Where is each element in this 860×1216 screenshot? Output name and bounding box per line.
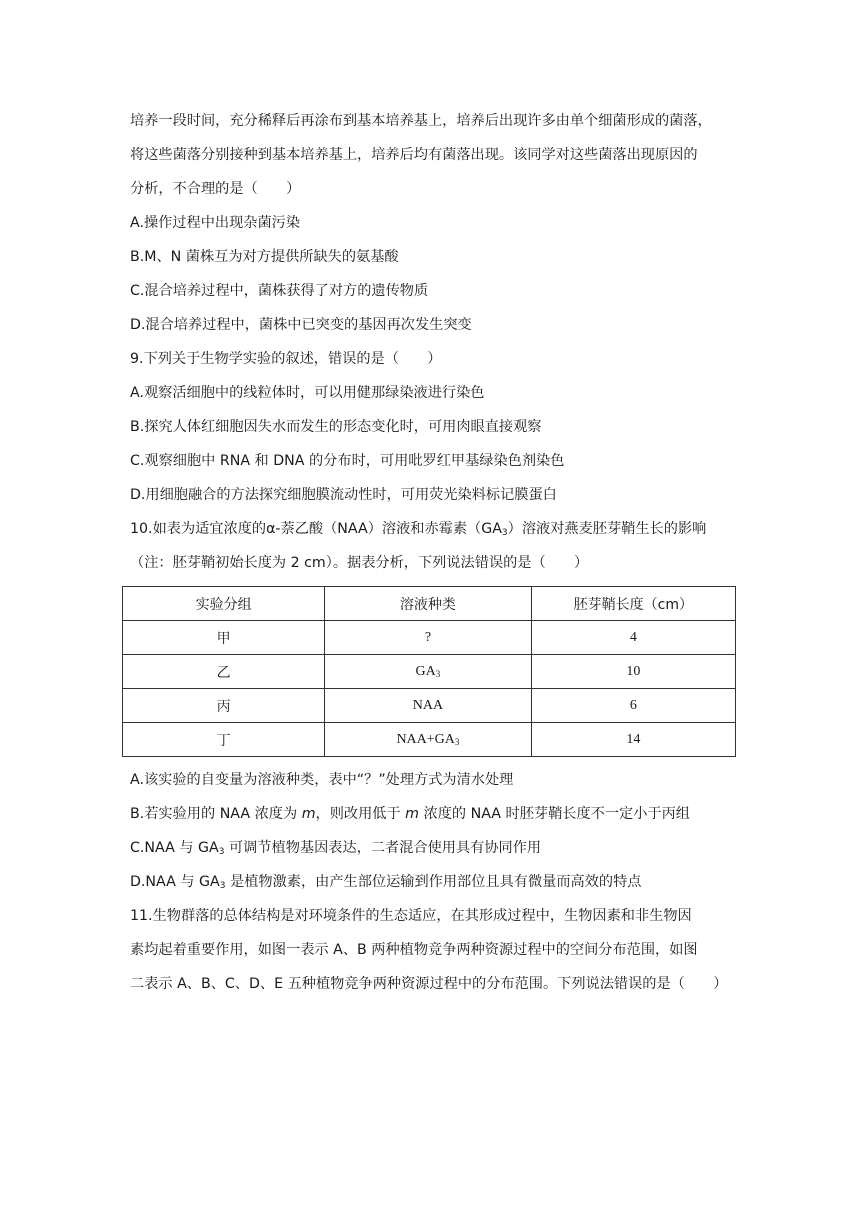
table-cell-solution <box>325 655 531 689</box>
q10-option-d <box>130 865 742 899</box>
subscript: 3 <box>435 668 441 679</box>
solution-text: GA <box>415 663 436 679</box>
table-row <box>123 621 736 655</box>
table-cell-group: 甲 <box>123 621 325 655</box>
option-text: 是植物激素，由产生部位运输到作用部位且具有微量而高效的特点 <box>225 874 642 890</box>
q10-option-b <box>130 797 742 831</box>
q10-stem-line: （注：胚芽鞘初始长度为 2 cm）。据表分析，下列说法错误的是（ ） <box>130 555 589 571</box>
q9-option-d: D.用细胞融合的方法探究细胞膜流动性时，可用荧光染料标记膜蛋白 <box>130 487 557 503</box>
q10-option-c <box>130 831 742 865</box>
q9-option-a: A.观察活细胞中的线粒体时，可以用健那绿染液进行染色 <box>130 385 485 401</box>
q11-stem-line: 素均起着重要作用，如图一表示 A、B 两种植物竞争两种资源过程中的空间分布范围，如图 <box>130 942 698 958</box>
q8-option-d: D.混合培养过程中，菌株中已突变的基因再次发生突变 <box>130 317 472 333</box>
table-cell-length: 10 <box>531 655 735 689</box>
table-cell-group: 丙 <box>123 689 325 723</box>
table-cell-length: 6 <box>531 689 735 723</box>
q8-option-b: B.M、N 菌株互为对方提供所缺失的氨基酸 <box>130 249 399 265</box>
q9-option-b: B.探究人体红细胞因失水而发生的形态变化时，可用肉眼直接观察 <box>130 419 542 435</box>
q8-stem-line: 分析，不合理的是（ ） <box>130 181 301 197</box>
q8-option-a: A.操作过程中出现杂菌污染 <box>130 215 301 231</box>
option-text: 可调节植物基因表达，二者混合使用具有协同作用 <box>224 840 542 856</box>
option-text: B.若实验用的 NAA 浓度为 <box>130 806 302 822</box>
variable-m: m <box>301 806 316 822</box>
q8-option-c: C.混合培养过程中，菌株获得了对方的遗传物质 <box>130 283 429 299</box>
table-cell-group: 丁 <box>123 723 325 757</box>
subscript: 3 <box>218 847 225 857</box>
table-row <box>123 723 736 757</box>
q11-stem-line: 二表示 A、B、C、D、E 五种植物竞争两种资源过程中的分布范围。下列说法错误的是（ ） <box>130 976 728 992</box>
table-header-cell: 溶液种类 <box>325 587 531 621</box>
subscript: 3 <box>219 881 226 891</box>
option-text: D.NAA 与 GA <box>130 874 220 890</box>
document-page <box>130 104 742 1001</box>
q9-option-c: C.观察细胞中 RNA 和 DNA 的分布时，可用吡罗红甲基绿染色剂染色 <box>130 453 565 469</box>
option-text: C.NAA 与 GA <box>130 840 219 856</box>
q9-stem: 9.下列关于生物学实验的叙述，错误的是（ ） <box>130 351 442 367</box>
table-cell-solution <box>325 689 531 723</box>
q10-stem-text: 10.如表为适宜浓度的α-萘乙酸（NAA）溶液和赤霉素（GA <box>130 521 502 537</box>
option-text: 浓度的 NAA 时胚芽鞘长度不一定小于丙组 <box>419 806 690 822</box>
subscript: 3 <box>454 736 460 747</box>
table-row <box>123 689 736 723</box>
table-cell-solution <box>325 621 531 655</box>
q10-stem-line <box>130 512 742 546</box>
table-row <box>123 655 736 689</box>
q10-option-a: A.该实验的自变量为溶液种类，表中“？”处理方式为清水处理 <box>130 772 514 788</box>
q8-stem-line: 培养一段时间，充分稀释后再涂布到基本培养基上，培养后出现许多由单个细菌形成的菌落， <box>130 113 712 129</box>
table-cell-length: 4 <box>531 621 735 655</box>
q10-data-table <box>122 586 736 757</box>
table-header-cell: 实验分组 <box>123 587 325 621</box>
table-cell-group: 乙 <box>123 655 325 689</box>
subscript: 3 <box>501 528 508 538</box>
q10-stem-text: ）溶液对燕麦胚芽鞘生长的影响 <box>507 521 707 537</box>
q8-stem-line: 将这些菌落分别接种到基本培养基上，培养后均有菌落出现。该同学对这些菌落出现原因的 <box>130 147 698 163</box>
option-text: ，则改用低于 <box>315 806 406 822</box>
table-cell-length: 14 <box>531 723 735 757</box>
q11-stem-line: 11.生物群落的总体结构是对环境条件的生态适应，在其形成过程中，生物因素和非生物因 <box>130 908 692 924</box>
table-header-row <box>123 587 736 621</box>
table-header-cell: 胚芽鞘长度（cm） <box>531 587 735 621</box>
table-cell-solution <box>325 723 531 757</box>
solution-text: NAA+GA <box>396 731 455 747</box>
solution-text: NAA <box>412 697 444 713</box>
variable-m: m <box>405 806 419 822</box>
solution-text: ? <box>424 629 432 645</box>
